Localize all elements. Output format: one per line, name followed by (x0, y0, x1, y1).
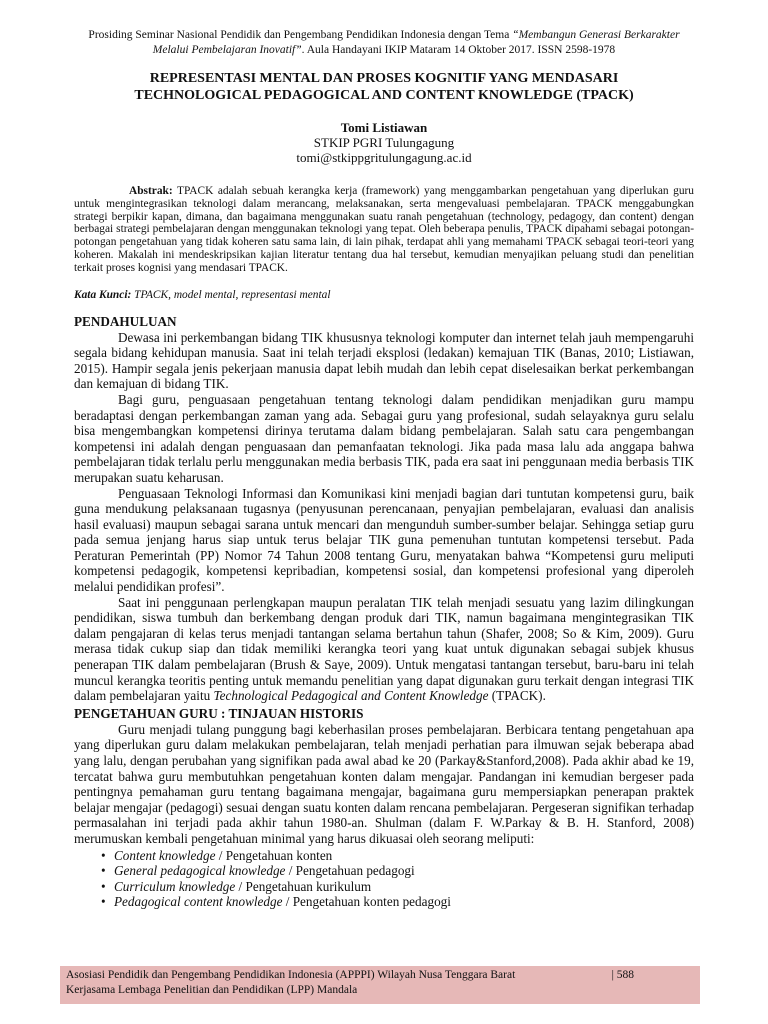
abstract-text: TPACK adalah sebuah kerangka kerja (framework) yang menggambarkan pengetahuan yang diperlukan guru untuk mengintegrasikan teknologi dalam merancang, melaksanakan, serta mengevaluasi pembelajaran. TPACK menggabungkan strategi berpikir kapan, dimana, dan bagaimana menggunakan suatu ranah pengetahuan (technology, pedagogy, dan content) dengan berbagai strategi pembelajaran dengan menggunakan teknologi yang tepat. Oleh beberapa penulis, TPACK dipahami sebagai potongan-potongan pengetahuan yang tidak koheren satu sama lain, di lain pihak, terdapat ahli yang memahami TPACK sebagai teori-teori yang koheren. Makalah ini mendeskripsikan kajian literatur tentang dua hal tersebut, kemudian menyajikan peluang studi dan penelitian terkait proses kognisi yang mendasari TPACK. (74, 185, 694, 274)
footer-collaboration: Kerjasama Lembaga Penelitian dan Pendidikan (LPP) Mandala (66, 984, 358, 996)
footer-association: Asosiasi Pendidik dan Pengembang Pendidikan Indonesia (APPPI) Wilayah Nusa Tenggara Barat (66, 969, 516, 981)
author-block (74, 120, 694, 165)
list-desc: / Pengetahuan konten (215, 847, 333, 863)
header-text: Prosiding Seminar Nasional Pendidik dan Pengembang Pendidikan Indonesia dengan Tema (88, 29, 513, 41)
abstract (74, 185, 694, 275)
tpack-term: Technological Pedagogical and Content Knowledge (213, 688, 489, 704)
paper-title (74, 70, 694, 104)
title-line-2: TECHNOLOGICAL PEDAGOGICAL AND CONTENT KNOWLEDGE (TPACK) (134, 88, 634, 103)
list-term: Content knowledge (114, 847, 216, 863)
paragraph: Guru menjadi tulang punggung bagi keberhasilan proses pembelajaran. Berbicara tentang pengetahuan apa yang diperlukan guru dalam melakukan pembelajaran, telah menjadi perhatian para ilmuwan sejak beberapa abad yang lalu, dengan perubahan yang signifikan pada awal abad ke 20 (Parkay&Stanford,2008). Pada akhir abad ke 19, tercatat bahwa guru membutuhkan pengetahuan konten dalam mengajar. Pandangan ini kemudian bergeser pada pentingnya pemahaman guru tentang bagaimana mengajar, bagaimana guru mempersiapkan penerapan praktek belajar mengajar (pedagogi) sesuai dengan suatu konten dalam rencana pembelajaran. Pergeseran signifikan terhadap permasalahan ini terjadi pada akhir tahun 1980-an. Shulman (dalam F. W.Parkay & B. H. Stanford, 2008) merumuskan kembali pengetahuan minimal yang harus dikuasai oleh seorang meliputi: (74, 721, 694, 846)
list-desc: / Pengetahuan pedagogi (285, 863, 415, 879)
paper-page (74, 28, 694, 910)
list-term: Pedagogical content knowledge (114, 894, 283, 910)
list-item (101, 863, 694, 879)
author-affiliation: STKIP PGRI Tulungagung (313, 135, 455, 150)
list-item (101, 879, 694, 895)
abstract-label: Abstrak: (129, 185, 173, 197)
page-footer (60, 966, 700, 1004)
list-term: Curriculum knowledge (114, 878, 236, 894)
list-desc: / Pengetahuan konten pedagogi (282, 894, 451, 910)
keywords-value: TPACK, model mental, representasi mental (131, 288, 331, 301)
keywords (74, 289, 694, 302)
page-number: | 588 (611, 969, 634, 981)
list-item (101, 894, 694, 910)
list-item (101, 848, 694, 864)
paragraph: Penguasaan Teknologi Informasi dan Komunikasi kini menjadi bagian dari tuntutan kompetensi guru, baik guna mendukung pelaksanaan tugasnya (penyusunan perencanaan, penyajian pembelajaran, evaluasi dan analisis hasil evaluasi) maupun sebagai sarana untuk mencari dan mengunduh sumber-sumber belajar. Sehingga setiap guru pada semua jenjang harus siap untuk terus belajar TIK guna pemenuhan tuntutan kompetensi tersebut. Pada Peraturan Pemerintah (PP) Nomor 74 Tahun 2008 tentang Guru, menyatakan bahwa “Kompetensi guru meliputi kompetensi pedagogik, kompetensi kepribadian, kompetensi sosial, dan kompetensi profesional yang diperoleh melalui pendidikan profesi”. (74, 485, 694, 595)
header-theme: “Membangun Generasi Berkarakter Melalui Pembelajaran Inovatif” (152, 29, 680, 56)
author-name: Tomi Listiawan (340, 120, 428, 135)
list-desc: / Pengetahuan kurikulum (235, 878, 372, 894)
paragraph-tail: (TPACK). (488, 688, 546, 704)
header-venue: . Aula Handayani IKIP Mataram 14 Oktober 2017. ISSN 2598-1978 (301, 44, 616, 56)
author-email: tomi@stkippgritulungagung.ac.id (296, 150, 472, 165)
list-term: General pedagogical knowledge (114, 863, 286, 879)
section-heading-pendahuluan: PENDAHULUAN (74, 313, 177, 329)
running-header (74, 28, 694, 58)
paragraph (74, 595, 694, 704)
paragraph: Dewasa ini perkembangan bidang TIK khususnya teknologi komputer dan internet telah jauh mempengaruhi segala bidang kehidupan manusia. Saat ini telah terjadi eksplosi (ledakan) kemajuan TIK (Banas, 2010; Listiawan, 2015). Hampir segala jenis pekerjaan manusia dapat lebih mudah dan lebih cepat diselesaikan berkat perkembangan dan kemajuan di bidang TIK. (74, 329, 694, 392)
paragraph: Bagi guru, penguasaan pengetahuan tentang teknologi dalam pendidikan menjadikan guru mampu beradaptasi dengan perkembangan zaman yang ada. Sebagai guru yang profesional, sudah selayaknya guru selalu bisa mengembangkan kompetensi dirinya terutama dalam bidang pembelajaran. Salah satu cara pengembangan kompetensi ini adalah dengan penguasaan dan pemanfaatan teknologi. Jika pada masa lalu ada anggapa bahwa pembelajaran tidak terlalu perlu menggunakan media berbasis TIK, pada era saat ini penggunaan media berbasis TIK merupakan suatu keharusan. (74, 391, 694, 485)
knowledge-list (74, 848, 694, 910)
paragraph-text: Saat ini penggunaan perlengkapan maupun peralatan TIK telah menjadi sesuatu yang lazim dilingkungan pendidikan, siswa tumbuh dan berkembang dengan produk dari TIK, namun bagaimana mengintegrasikan TIK dalam pengajaran di kelas terus menjadi tantangan selama bertahun tahun (Shafer, 2008; So & Kim, 2009). Guru merasa tidak cukup siap dan tidak memiliki kerangka teori yang kuat untuk digunakan sebagai subjek khusus penerapan TIK dalam pembelajaran (Brush & Saye, 2009). Untuk mengatasi tantangan tersebut, baru-baru ini telah muncul kerangka teoritis penting untuk memandu penelitian yang dapat digunakan guru terkait dengan integrasi TIK dalam pembelajaran yaitu (74, 594, 694, 704)
keywords-label: Kata Kunci: (74, 288, 132, 301)
section-heading-historis: PENGETAHUAN GURU : TINJAUAN HISTORIS (74, 705, 364, 721)
title-line-1: REPRESENTASI MENTAL DAN PROSES KOGNITIF YANG MENDASARI (149, 71, 619, 86)
